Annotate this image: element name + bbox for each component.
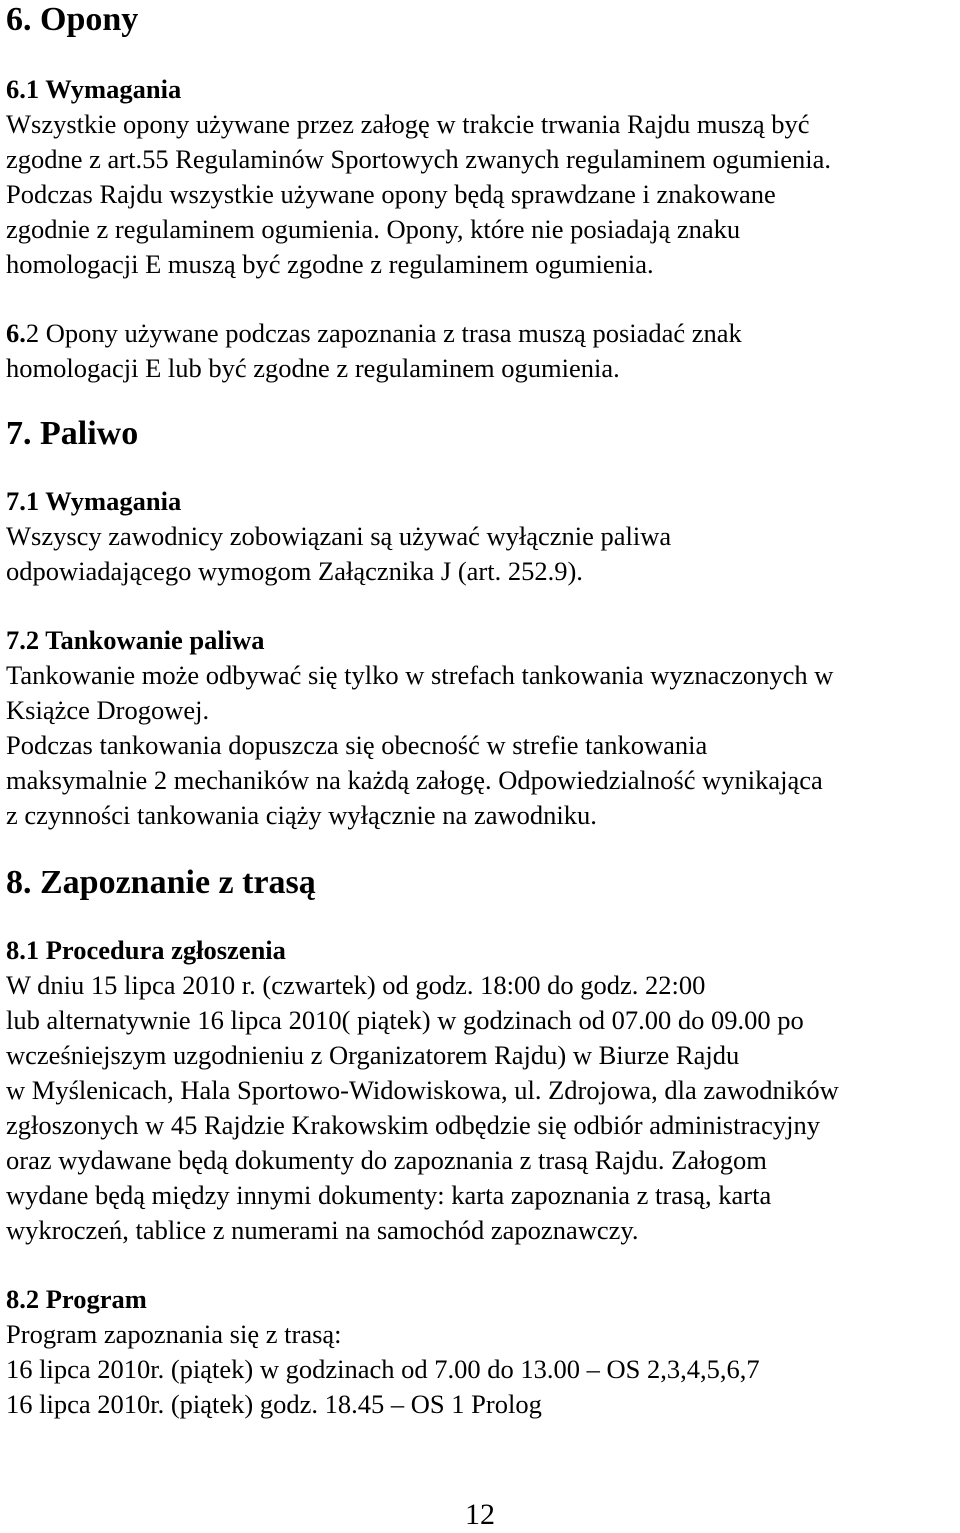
section-6-1-heading: 6.1 Wymagania	[6, 74, 182, 104]
paragraph-line: zgodne z art.55 Regulaminów Sportowych zwanych regulaminem ogumienia.	[6, 144, 831, 174]
paragraph-line: Wszyscy zawodnicy zobowiązani są używać wyłącznie paliwa	[6, 521, 672, 551]
paragraph-line: 2 Opony używane podczas zapoznania z trasa muszą posiadać znak	[25, 318, 742, 348]
section-8-heading: 8. Zapoznanie z trasą	[6, 864, 316, 901]
paragraph-line: maksymalnie 2 mechaników na każdą załogę. Odpowiedzialność wynikająca	[6, 765, 823, 795]
paragraph-line: Wszystkie opony używane przez załogę w trakcie trwania Rajdu muszą być	[6, 109, 810, 139]
paragraph-line: wcześniejszym uzgodnieniu z Organizatorem Rajdu) w Biurze Rajdu	[6, 1040, 740, 1070]
paragraph-line: homologacji E muszą być zgodne z regulaminem ogumienia.	[6, 249, 654, 279]
paragraph-line: wydane będą między innymi dokumenty: karta zapoznania z trasą, karta	[6, 1180, 772, 1210]
section-7-2-heading: 7.2 Tankowanie paliwa	[6, 625, 265, 655]
paragraph-line: 16 lipca 2010r. (piątek) w godzinach od 7.00 do 13.00 – OS 2,3,4,5,6,7	[6, 1354, 760, 1384]
paragraph-line: odpowiadającego wymogom Załącznika J (art. 252.9).	[6, 556, 583, 586]
paragraph-line: z czynności tankowania ciąży wyłącznie na zawodniku.	[6, 800, 597, 830]
section-6-2-number: 6.	[6, 318, 26, 348]
section-6-heading: 6. Opony	[6, 1, 139, 38]
section-7-heading: 7. Paliwo	[6, 415, 139, 452]
paragraph-line: Tankowanie może odbywać się tylko w strefach tankowania wyznaczonych w	[6, 660, 834, 690]
paragraph-line: W dniu 15 lipca 2010 r. (czwartek) od godz. 18:00 do godz. 22:00	[6, 970, 706, 1000]
paragraph-line: Podczas tankowania dopuszcza się obecność w strefie tankowania	[6, 730, 708, 760]
section-8-2-heading: 8.2 Program	[6, 1284, 147, 1314]
section-8-1-heading: 8.1 Procedura zgłoszenia	[6, 935, 286, 965]
section-6-2-paragraph	[6, 316, 956, 351]
paragraph-line: zgodnie z regulaminem ogumienia. Opony, które nie posiadają znaku	[6, 214, 741, 244]
paragraph-line: zgłoszonych w 45 Rajdzie Krakowskim odbędzie się odbiór administracyjny	[6, 1110, 820, 1140]
document-page	[6, 0, 956, 1422]
paragraph-line: Program zapoznania się z trasą:	[6, 1319, 342, 1349]
paragraph-line: homologacji E lub być zgodne z regulaminem ogumienia.	[6, 353, 620, 383]
paragraph-line: 16 lipca 2010r. (piątek) godz. 18.45 – OS 1 Prolog	[6, 1389, 542, 1419]
paragraph-line: oraz wydawane będą dokumenty do zapoznania z trasą Rajdu. Załogom	[6, 1145, 767, 1175]
paragraph-line: Książce Drogowej.	[6, 695, 210, 725]
paragraph-line: wykroczeń, tablice z numerami na samochód zapoznawczy.	[6, 1215, 639, 1245]
paragraph-line: lub alternatywnie 16 lipca 2010( piątek) w godzinach od 07.00 do 09.00 po	[6, 1005, 804, 1035]
paragraph-line: w Myślenicach, Hala Sportowo-Widowiskowa, ul. Zdrojowa, dla zawodników	[6, 1075, 839, 1105]
paragraph-line: Podczas Rajdu wszystkie używane opony będą sprawdzane i znakowane	[6, 179, 776, 209]
page-number: 12	[465, 1498, 495, 1531]
section-7-1-heading: 7.1 Wymagania	[6, 486, 182, 516]
